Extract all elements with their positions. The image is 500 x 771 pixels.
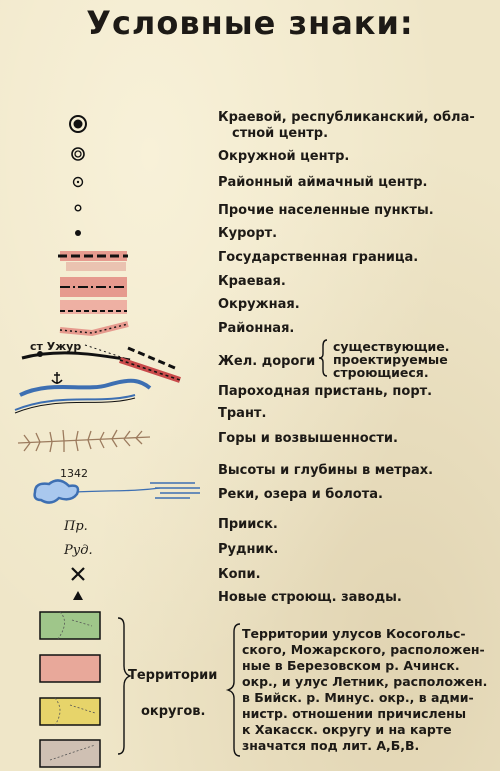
description-line: значатся под лит. А,Б,В. [242, 738, 420, 753]
okrug-center-icon [72, 148, 84, 160]
label-railways-planned: проектируемые [333, 352, 448, 367]
height-value: 1342 [60, 467, 88, 480]
label-capital: Краевой, республиканский, обла- [218, 110, 475, 125]
territory-swatch-pink [40, 655, 100, 682]
state-border-icon [58, 251, 128, 271]
settlement-icon [75, 205, 81, 211]
label-mountains: Горы и возвышенности. [218, 431, 398, 446]
label-tract: Трант. [218, 406, 267, 421]
label-heights: Высоты и глубины в метрах. [218, 463, 434, 478]
tract-icon [15, 395, 135, 413]
territory-description [242, 626, 492, 754]
label-district-border: Районная. [218, 321, 295, 336]
label-railways: Жел. дороги [218, 354, 316, 369]
page-title: Условные знаки: [86, 4, 414, 42]
mine-symbol: Пр. [64, 519, 88, 534]
description-line: ные в Березовском р. Ачинск. [242, 658, 460, 673]
territory-swatches [40, 612, 100, 767]
description-line: к Хакасск. округу и на карте [242, 722, 452, 737]
description-brace [228, 624, 240, 756]
label-okrug-border: Окружная. [218, 297, 300, 312]
resort-icon [75, 230, 81, 236]
regional-border-icon [60, 277, 127, 297]
territory-brace [118, 618, 130, 754]
river-lake-icon [35, 480, 200, 502]
label-resort: Курорт. [218, 226, 278, 241]
description-line: нистр. отношении причислены [242, 706, 467, 721]
label-settlements: Прочие населенные пункты. [218, 203, 434, 218]
territory-swatch-green [40, 612, 100, 639]
label-railways-building: строющиеся. [333, 365, 429, 380]
label-mine: Прииск. [218, 517, 278, 532]
district-border-icon [60, 324, 128, 333]
pits-icon [72, 568, 84, 580]
station-label: ст Ужур [30, 340, 82, 353]
label-okrug-center: Окружной центр. [218, 149, 350, 164]
label-capital-cont: стной центр. [232, 126, 329, 141]
label-ore-mine: Рудник. [218, 542, 279, 557]
description-line: в Бийск. р. Минус. окр., в адми- [242, 690, 474, 705]
territory-label-line2: округов. [141, 704, 206, 719]
mountains-icon [18, 430, 150, 452]
label-pier: Пароходная пристань, порт. [218, 384, 433, 399]
description-line: окр., и улус Летник, расположен. [242, 674, 488, 689]
label-regional-border: Краевая. [218, 274, 286, 289]
district-center-icon [74, 178, 83, 187]
capital-icon [70, 116, 86, 132]
label-rivers: Реки, озера и болота. [218, 487, 383, 502]
label-state-border: Государственная граница. [218, 250, 419, 265]
label-factories: Новые строющ. заводы. [218, 590, 402, 605]
label-pits: Копи. [218, 567, 261, 582]
okrug-border-icon [60, 300, 127, 314]
label-railways-existing: существующие. [333, 339, 450, 354]
territory-label-line1: Территории [128, 668, 218, 683]
label-district-center: Районный аймачный центр. [218, 175, 428, 190]
factory-icon [73, 591, 83, 600]
railway-brace [319, 340, 327, 376]
pier-icon [20, 372, 150, 395]
description-line: Территории улусов Косогольс- [242, 626, 466, 641]
ore-symbol: Руд. [64, 543, 93, 558]
description-line: ского, Можарского, расположен- [242, 642, 485, 657]
